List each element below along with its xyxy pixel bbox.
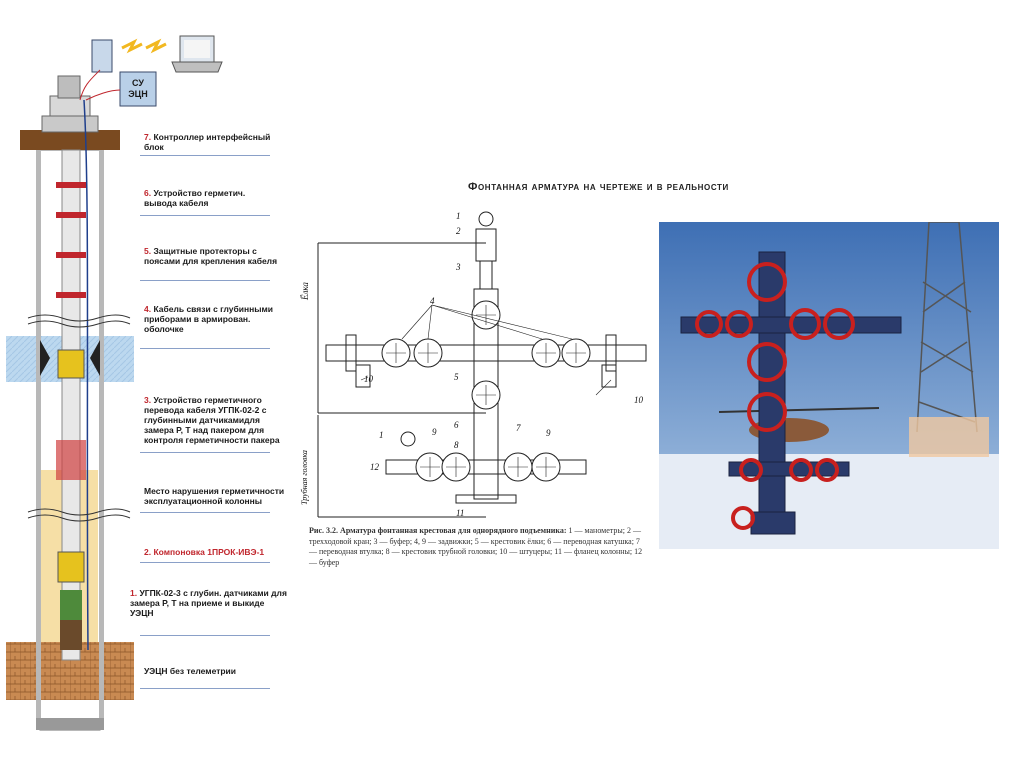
side-label-tubing-head: Трубная головка: [300, 450, 309, 505]
label-4: 4. Кабель связи с глубинными приборами в армирован. оболочке: [144, 304, 274, 334]
label-7: 7. Контроллер интерфейсный блок: [144, 132, 271, 152]
controller-box: [92, 40, 112, 72]
well-diagram: [0, 0, 300, 767]
part-number: 2: [456, 226, 461, 236]
part-number: 4: [430, 296, 435, 306]
laptop-icon: [172, 36, 222, 72]
part-number: 9: [546, 428, 551, 438]
label-6: 6. Устройство герметич. вывода кабеля: [144, 188, 246, 208]
part-number: 6: [454, 420, 459, 430]
part-number: 5: [454, 372, 459, 382]
su-ecn-label: СУ ЭЦН: [128, 78, 148, 99]
label-3: 3. Устройство герметичного перевода кабеля УГПК-02-2 с глубинными датчикамидля замера Р, Т над пакером для контроля герметичности пакера: [144, 395, 280, 445]
wellhead-photo: [659, 222, 999, 549]
label-1: 1. УГПК-02-3 с глубин. датчиками для замера Р, Т на приеме и выкиде УЭЦН: [130, 588, 287, 618]
caption-body: 1 — манометры; 2 — трехходовой кран; 3 — буфер; 4, 9 — задвижки; 5 — крестовик ёлки; 6 — переводная катушка; 7 — переводная втулка; 8 — крестовик трубной головки; 10 — штуцеры; 11 — фланец колонны; 12 — буфер: [309, 526, 643, 567]
part-number: 11: [456, 508, 465, 518]
part-number: 10: [364, 374, 373, 384]
part-number: 9: [432, 427, 437, 437]
part-number: 10: [634, 395, 643, 405]
label-leak: Место нарушения герметичности эксплуатационной колонны: [144, 486, 285, 506]
part-number: 1: [456, 211, 461, 221]
section-title: Фонтанная арматура на чертеже и в реальности: [468, 181, 729, 193]
label-5: 5. Защитные протекторы с поясами для крепления кабеля: [144, 246, 278, 266]
figure-caption: [309, 526, 649, 568]
wellhead: [20, 76, 120, 150]
label-2: 2. Компоновка 1ПРОК-ИВЭ-1: [144, 547, 265, 557]
part-number: 1: [379, 430, 384, 440]
caption-head: Рис. 3.2. Арматура фонтанная крестовая для однорядного подъемника:: [309, 526, 567, 535]
lightning-icon: [122, 42, 166, 50]
part-number: 12: [370, 462, 379, 472]
side-label-tree: Ёлка: [300, 282, 310, 300]
part-number: 3: [456, 262, 461, 272]
christmas-tree-drawing: [306, 205, 656, 523]
part-number: 7: [516, 423, 521, 433]
label-esp: УЭЦН без телеметрии: [144, 666, 236, 676]
part-number: 8: [454, 440, 459, 450]
